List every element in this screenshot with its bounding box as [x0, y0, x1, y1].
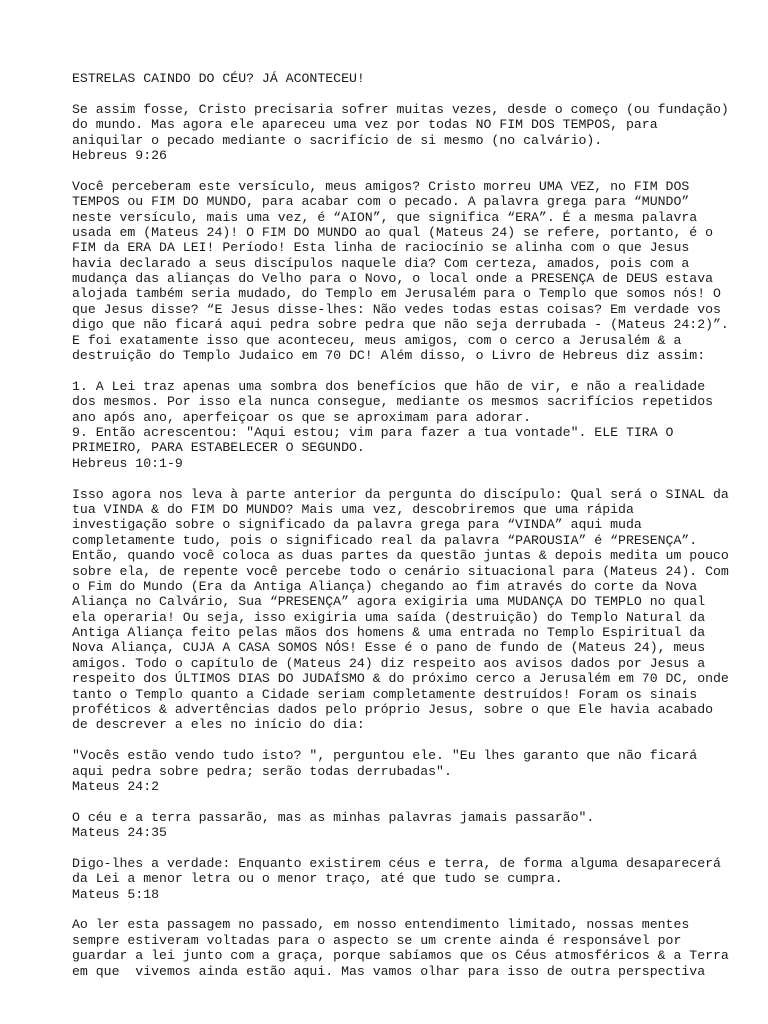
text-paragraph — [72, 810, 712, 841]
text-line: da Lei a menor letra ou o menor traço, até que tudo se cumpra. — [72, 871, 563, 887]
text-line: digo que não ficará aqui pedra sobre pedra que não seja derrubada - (Mateus 24:2)”. — [72, 317, 729, 333]
text-line: aqui pedra sobre pedra; serão todas derrubadas". — [72, 763, 452, 779]
text-line: neste versículo, mais uma vez, é “AION”, que significa “ERA”. É a mesma palavra — [72, 209, 698, 225]
text-line: investigação sobre o significado da palavra grega para “VINDA” aqui muda — [72, 517, 642, 533]
text-paragraph — [72, 101, 729, 164]
text-line: TEMPOS ou FIM DO MUNDO, para acabar com o pecado. A palavra grega para “MUNDO” — [72, 194, 690, 210]
text-line: Ao ler esta passagem no passado, em nosso entendimento limitado, nossas mentes — [72, 917, 690, 933]
text-line: ano após ano, aperfeiçoar os que se aproximam para adorar. — [72, 409, 531, 425]
document-title — [72, 71, 712, 86]
text-line: Aliança no Calvário, Sua “PRESENÇA” agora exigiria uma MUDANÇA DO TEMPLO no qual — [72, 594, 706, 610]
text-line: "Vocês estão vendo tudo isto? ", perguntou ele. "Eu lhes garanto que não ficará — [72, 748, 698, 764]
text-line: Hebreus 10:1-9 — [72, 455, 183, 471]
text-line: guardar a lei junto com a graça, porque sabíamos que os Céus atmosféricos & a Terra — [72, 948, 729, 964]
text-paragraph — [72, 748, 712, 794]
text-line: sempre estiveram voltadas para o aspecto se um crente ainda é responsável por — [72, 932, 682, 948]
text-line: destruição do Templo Judaico em 70 DC! Além disso, o Livro de Hebreus diz assim: — [72, 348, 706, 364]
text-line: Então, quando você coloca as duas partes da questão juntas & depois medita um pouco — [72, 548, 729, 564]
text-line: respeito dos ÚLTIMOS DIAS DO JUDAÍSMO & do próximo cerco a Jerusalém em 70 DC, onde — [72, 671, 729, 687]
text-line: Mateus 5:18 — [72, 886, 160, 902]
text-line: Você perceberam este versículo, meus amigos? Cristo morreu UMA VEZ, no FIM DOS — [72, 178, 690, 194]
text-line: alojada também seria mudado, do Templo em Jerusalém para o Templo que somos nós! O — [72, 286, 721, 302]
text-line: usada em (Mateus 24)! O FIM DO MUNDO ao qual (Mateus 24) se refere, portanto, é o — [72, 224, 714, 240]
text-line: Antiga Aliança feito pelas mãos dos homens & uma entrada no Templo Espiritual da — [72, 625, 706, 641]
text-line: PRIMEIRO, PARA ESTABELECER O SEGUNDO. — [72, 440, 365, 456]
text-line: Nova Aliança, CUJA A CASA SOMOS NÓS! Esse é o pano de fundo de (Mateus 24), meus — [72, 640, 706, 656]
text-line: tua VINDA & do FIM DO MUNDO? Mais uma vez, descobriremos que uma rápida — [72, 501, 634, 517]
text-line: Mateus 24:2 — [72, 778, 160, 794]
text-line: dos mesmos. Por isso ela nunca consegue, mediante os mesmos sacrifícios repetidos — [72, 394, 714, 410]
text-line: em que vivemos ainda estão aqui. Mas vamos olhar para isso de outra perspectiva — [72, 963, 706, 979]
text-line: havia declarado a seus discípulos naquele dia? Com certeza, amados, pois com a — [72, 255, 690, 271]
text-paragraph — [72, 486, 729, 733]
text-line: Mateus 24:35 — [72, 825, 167, 841]
text-line: ESTRELAS CAINDO DO CÉU? JÁ ACONTECEU! — [72, 71, 365, 86]
text-paragraph — [72, 379, 712, 471]
text-line: O céu e a terra passarão, mas as minhas palavras jamais passarão". — [72, 809, 595, 825]
text-line: completamente tudo, pois o significado real da palavra “PAROUSIA” é “PRESENÇA”. — [72, 532, 698, 548]
text-line: aniquilar o pecado mediante o sacrifício de si mesmo (no calvário). — [72, 132, 603, 148]
text-line: Se assim fosse, Cristo precisaria sofrer muitas vezes, desde o começo (ou fundação) — [72, 101, 729, 117]
text-line: sobre ela, de repente você percebe todo o cenário situacional para (Mateus 24). Com — [72, 563, 729, 579]
document-page — [72, 71, 729, 994]
text-line: proféticos & advertências dados pelo próprio Jesus, sobre o que Ele havia acabado — [72, 702, 714, 718]
text-line: de descrever a eles no início do dia: — [72, 717, 365, 733]
text-line: Hebreus 9:26 — [72, 147, 167, 163]
text-line: tanto o Templo quanto a Cidade seriam completamente destruídos! Foram os sinais — [72, 686, 698, 702]
text-line: ela operaria! Ou seja, isso exigiria uma saída (destruição) do Templo Natural da — [72, 609, 706, 625]
text-line: FIM da ERA DA LEI! Período! Esta linha de raciocínio se alinha com o que Jesus — [72, 240, 690, 256]
text-paragraph — [72, 855, 721, 902]
text-line: E foi exatamente isso que aconteceu, meus amigos, com o cerco a Jerusalém & a — [72, 332, 682, 348]
text-paragraph — [72, 178, 729, 364]
text-line: Isso agora nos leva à parte anterior da pergunta do discípulo: Qual será o SINAL da — [72, 486, 729, 502]
text-line: que Jesus disse? “E Jesus disse-lhes: Não vedes todas estas coisas? Em verdade vos — [72, 301, 721, 317]
text-line: Digo-lhes a verdade: Enquanto existirem céus e terra, de forma alguma desaparecerá — [72, 855, 721, 871]
text-paragraph — [72, 917, 729, 979]
text-line: 9. Então acrescentou: "Aqui estou; vim para fazer a tua vontade". ELE TIRA O — [72, 424, 674, 440]
text-line: mudança das alianças do Velho para o Novo, o local onde a PRESENÇA de DEUS estava — [72, 271, 714, 287]
text-line: 1. A Lei traz apenas uma sombra dos benefícios que hão de vir, e não a realidade — [72, 378, 706, 394]
text-line: o Fim do Mundo (Era da Antiga Aliança) chegando ao fim através do corte da Nova — [72, 578, 698, 594]
text-line: do mundo. Mas agora ele apareceu uma vez por todas NO FIM DOS TEMPOS, para — [72, 117, 658, 133]
text-line: amigos. Todo o capítulo de (Mateus 24) diz respeito aos avisos dados por Jesus a — [72, 655, 706, 671]
